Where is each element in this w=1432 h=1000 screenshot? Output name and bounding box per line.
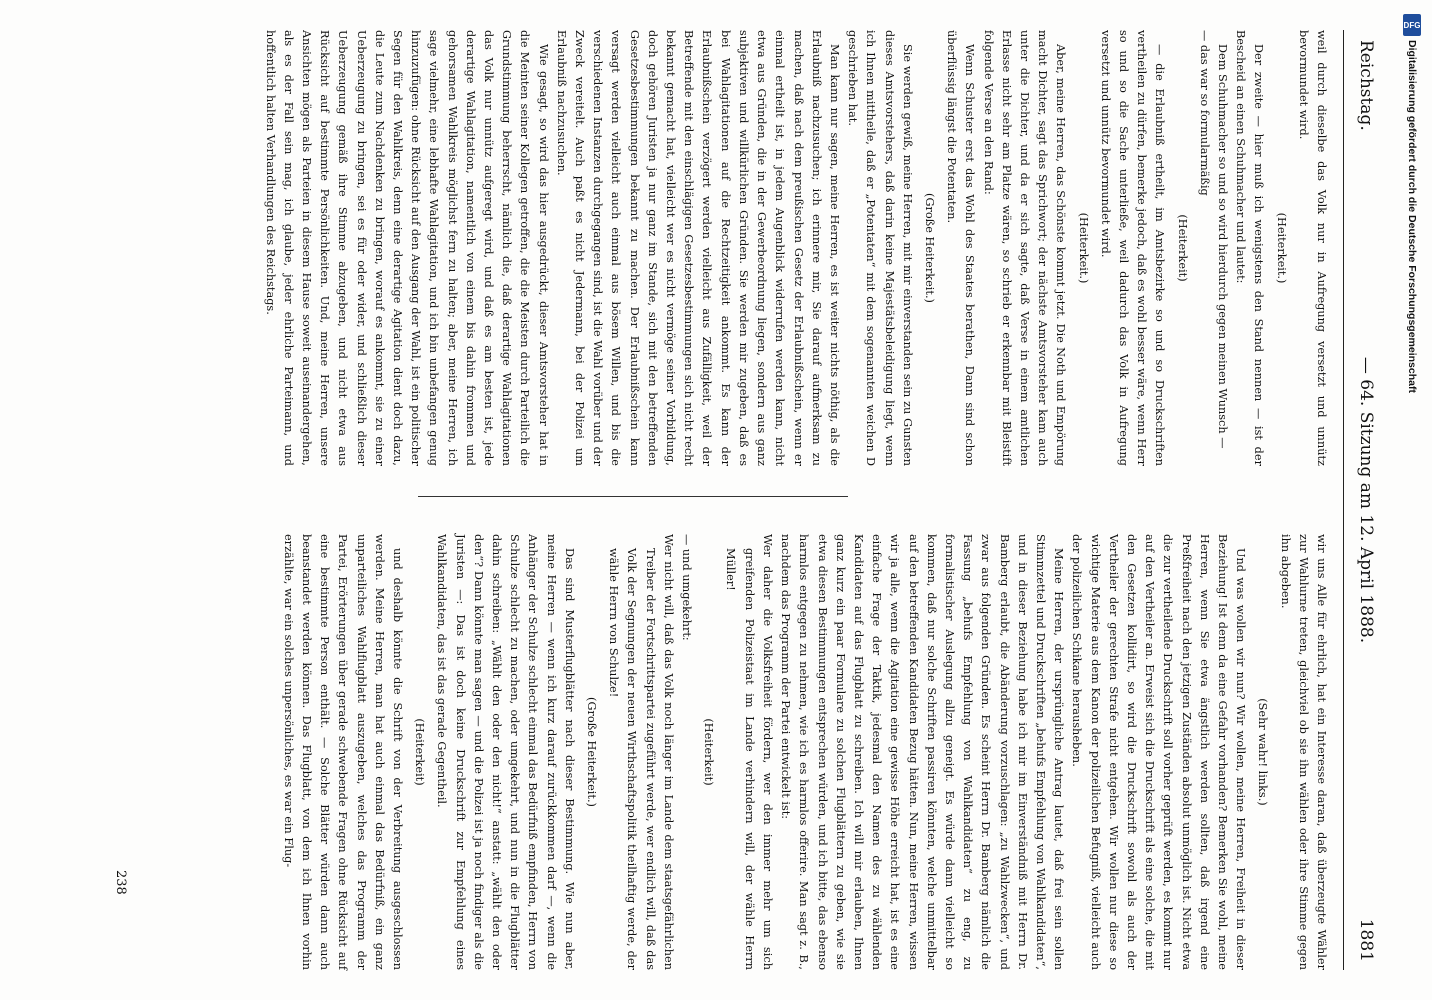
paragraph: Wie gesagt, so wird das hier ausgedrückt, dieser Amtsvorsteher hat in die Meinten seiner Kollegen getroffen, die die Meisten durch Parteilich die Grundstimmung beherrscht, nämlich die, daß derartige Wahlagitationen das Volk nur unnütz aufgeregt wird, und daß es am besten ist, jede derartige Wahlagitation, namentlich von einem bis dahin frommen und gehorsamen Wahlkreis möglichst fern zu halten; aber, meine Herren, ich sage vielmehr, eine lebhafte Wahlagitation, und ich bin unbefangen genug hinzuzufügen: ohne Rücksicht auf den Ausgang der Wahl, ist ein politischer Segen für den Wahlkreis, denn eine derartige Agitation dient doch dazu, die Leute zum Nachdenken zu bringen, worauf es ankommt, sie zu einer Ueberzeugung zu bringen, sei es für oder wider, und schließlich dieser Ueberzeugung gemäß ihre Stimme abzugeben, und nicht etwa aus Rücksicht auf bestimmte Persönlichkeiten. Und, meine Herren, unsere Ansichten mögen als Parteien in diesem Hause soweit auseinandergehen, als es der Fall sein mag, ich glaube, jeder ehrliche Parteimann, und hoffentlich halten Verhandlungen des Reichstags. xyxy=(263,30,550,466)
right-column xyxy=(279,534,1330,970)
paragraph: — und umgekehrt: xyxy=(680,534,694,641)
digitization-credit xyxy=(1396,0,1428,1000)
running-header xyxy=(1343,30,1388,970)
dfg-logo: DFG xyxy=(1403,14,1421,36)
interjection: (Große Heiterkeit.) xyxy=(922,193,936,303)
left-column xyxy=(260,30,1330,466)
paragraph: Wer daher die Volksfreiheit fördern, wer den immer mehr um sich greifenden Polizeistaat im Lande verhindern will, der wähle Herrn Müller! xyxy=(724,534,774,970)
interjection: (Große Heiterkeit.) xyxy=(585,697,599,807)
interjection: (Heiterkeit.) xyxy=(1076,212,1090,284)
paragraph: Das sind Musterflugblätter nach dieser Bestimmung. Wie nun aber, meine Herren — wenn ich kurz darauf zurückkommen darf —, wenn die Anhänger der Schulze schlecht einmal das Bedürfniß empfinden, Herrn von Schulze schlecht zu machen, oder umgekehrt, und nun in die Flugblätter dahin schreiben: „Wählt den oder den nicht!“ anstatt: „wählt den oder den“? Dann könnte man sagen — und die Polizei ist ja noch findiger als die Juristen —: Das ist doch keine Druckschrift zur Empfehlung eines Wahlkandidaten, das ist das gerade Gegentheil. xyxy=(435,534,576,970)
paragraph: Meine Herren, der ursprüngliche Antrag lautet, daß frei sein sollen Stimmzettel und Druckschriften „behufs Empfehlung von Wahlkandidaten“, und in dieser Beziehung habe ich mir im Einverständniß mit Herrn Dr. Bamberg erlaubt, die Abänderung vorzuschlagen: „zu Wahlzwecken“, und zwar aus folgenden Gründen. Es scheint Herrn Dr. Bamberg nämlich die Fassung „behufs Empfehlung von Wahlkandidaten“ zu eng, zu formalistischer Auslegung allzu geneigt. Es würde dann vielleicht so kommen, daß nur solche Schriften passiren könnten, welche unmittelbar auf den betreffenden Kandidaten Bezug hätten. Nun, meine Herren, wissen wir ja alle, wenn die Agitation eine gewisse Höhe erreicht hat, ist es eine einfache Frage der Taktik, jedesmal den Namen des zu wählenden Kandidaten auf das Flugblatt zu schreiben. Ich will mir erlauben, Ihnen ganz kurz ein paar Formulare zu solchen Flugblättern zu geben, wie sie etwa diesen Bestimmungen entsprechen würden, und ich bitte, das ebenso harmlos entgegen zu nehmen, wie ich es harmlos offerire. Man sagt z. B., nachdem das Programm der Partei entwickelt ist: xyxy=(779,534,1066,970)
paragraph: wir uns Alle für ehrlich, hat ein Interesse daran, daß überzeugte Wähler zur Wahlurne treten, gleichviel ob sie ihn wählen oder ihre Stimme gegen ihn abgeben. xyxy=(1278,534,1328,970)
paragraph: Und was wollen wir nun? Wir wollen, meine Herren, Freiheit in dieser Beziehung! Ist denn da eine Gefahr vorhanden? Bemerken Sie wohl, meine Herren, wenn Sie etwa ängstlich werden sollten, daß irgend eine Preßfreiheit nach den jetzigen Zuständen absolut unmöglich ist. Nicht etwa die zur vertheilende Druckschrift soll vorher geprüft werden, es kommt nur auf den Vertheiler an. Erweist sich die Druckschrift als eine solche, die mit den Gesetzen kollidirt, so wird die Druckschrift sowohl als auch der Vertheiler der gerechten Strafe nicht entgehen. Wir wollen nur diese so wichtige Materie aus dem Kanon der polizeilichen Befugniß, vielleicht auch der polizeilichen Schikane herausheben. xyxy=(1070,534,1248,970)
paragraph: Der zweite — hier muß ich wenigstens den Stand nennen — ist der Bescheid an einen Schuhmacher und lautet: xyxy=(1234,30,1266,466)
paragraph: Wer nicht will, daß das Volk noch länger im Lande dem staatsgefährlichen Treiber der Fortschrittspartei zugeführt werde, wer endlich will, daß das Volk der Segnungen der neuen Wirthschaftspolitik theilhaftig werde, der wähle Herrn von Schulze! xyxy=(607,534,675,970)
paragraph: und deshalb könnte die Schrift von der Verbreitung ausgeschlossen werden. Meine Herren, man hat auch einmal das Bedürfniß, ein ganz unparteiliches Wahlflugblatt auszugeben, welches das Programm der Partei, Erörterungen über gerade schwebende Fragen ohne Rücksicht auf eine bestimmte Person enthält. — Solche Blätter würden dann auch beanstandet werden können. Das Flugblatt, von dem ich Ihnen vorhin erzählte, war ein solches unpersönliches, es war ein Flug- xyxy=(281,534,405,970)
paragraph: Aber, meine Herren, das Schönste kommt jetzt. Die Noth und Empörung macht Dichter, sagt das Sprichwort; der nächste Amtsvorsteher kam auch unter die Dichter, und da er sich sagte, daß Verse in einem amtlichen Erlasse nicht sehr am Platze wären, so schrieb er erkennbar mit Bleistift folgende Verse an den Rand: xyxy=(981,30,1068,466)
interjection: (Heiterkeit) xyxy=(1175,214,1189,282)
interjection: (Heiterkeit.) xyxy=(1274,212,1288,284)
paragraph: weil durch dieselbe das Volk nur in Aufregung versetzt und unnütz bevormundet wird. xyxy=(1296,30,1328,466)
paragraph: — die Erlaubniß ertheilt, im Amtsbezirke so und so Druckschriften vertheilen zu dürfen, bemerke jedoch, daß es wohl besser wäre, wenn Herr so und so die Sache unterließe, weil dadurch das Volk in Aufregung versetzt und unnütz bevormundet wird. xyxy=(1098,30,1167,466)
interjection: (Heiterkeit) xyxy=(702,718,716,786)
paragraph: Man kann nur sagen, meine Herren, es ist weiter nichts nöthig, als die Erlaubniß nachzusuchen; ich erinnere mir, Sie darauf aufmerksam zu machen, daß nach dem preußischen Gesetz der Erlaubnißschein, wenn er einmal ertheilt ist, in jedem Augenblick widerrufen werden kann, nicht etwa aus Gründen, die in der Gewerbeordnung liegen, sondern aus ganz subjektiven und willkürlichen Gründen. Sie werden mir zugeben, daß es bei Wahlagitationen auf die Rechtzeitigkeit ankommt. Es kann der Erlaubnißschein verzögert werden vielleicht aus Zufälligkeit, weil der Betreffende mit den einschlägigen Gesetzesbestimmungen sich nicht recht bekannt gemacht hat, vielleicht wer es nicht vermöge seiner Vorbildung, doch gehören Juristen ja nur ganz im Stande, sich mit den betreffenden Gesetzesbestimmungen bekannt zu machen. Der Erlaubnißschein kann versagt werden vielleicht auch einmal aus bösem Willen, und bis die verschiedenen Instanzen durchgegangen sind, ist die Wahl vorüber und der Zweck vereitelt. Auch paßt es nicht Jedermann, bei der Polizei um Erlaubniß nachzusuchen. xyxy=(554,30,841,466)
credit-text: Digitalisierung gefördert durch die Deutsche Forschungsgemeinschaft xyxy=(1406,40,1418,393)
paragraph: Sie werden gewiß, meine Herren, mit mir einverstanden sein zu Gunsten dieses Amtsvorstehers, daß darin keine Majestätsbeleidigung liegt, wenn ich Ihnen mittheile, daß er „Potentaten“ mit dem sogenannten weichen D geschrieben hat. xyxy=(846,30,914,466)
header-right: 1881 xyxy=(1356,918,1376,962)
paragraph: — das war so formularmäßig xyxy=(1197,30,1211,196)
header-left: Reichstag. xyxy=(1356,40,1376,131)
column-rule xyxy=(418,496,848,497)
header-center: — 64. Sitzung am 12. April 1888. xyxy=(1356,356,1376,644)
paragraph: Wenn Schuster erst das Wohl des Staates berathen, Dann sind schon überflüssig längst die Potentaten. xyxy=(945,30,977,466)
interjection: (Heiterkeit) xyxy=(413,718,427,786)
paragraph: Dem Schuhmacher so und so wird hierdurch gegen meinen Wunsch — xyxy=(1215,44,1229,449)
page-number: 238 xyxy=(113,870,128,895)
interjection: (Sehr wahr! links.) xyxy=(1256,698,1270,806)
